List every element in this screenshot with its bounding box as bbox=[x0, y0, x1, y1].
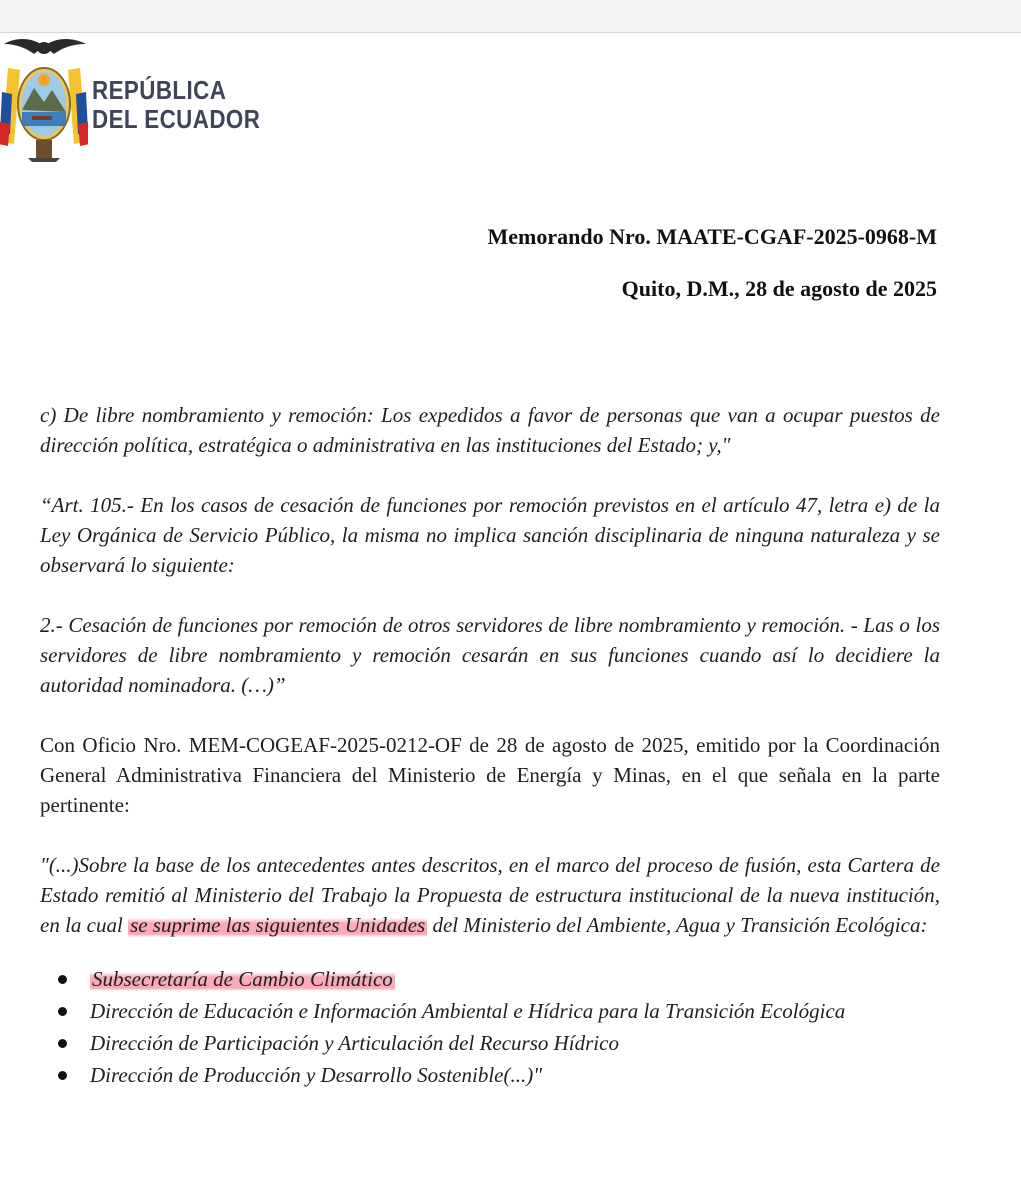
highlighted-unit: Subsecretaría de Cambio Climático bbox=[92, 967, 393, 991]
brand-line-1: REPÚBLICA bbox=[92, 75, 227, 105]
list-item bbox=[40, 1028, 940, 1058]
unit-label: Dirección de Producción y Desarrollo Sostenible(...)" bbox=[90, 1063, 543, 1087]
bullet-icon bbox=[58, 1007, 67, 1016]
suppressed-units-list bbox=[40, 964, 940, 1090]
paragraph-oficio: Con Oficio Nro. MEM-COGEAF-2025-0212-OF de 28 de agosto de 2025, emitido por la Coordinación General Administrativa Financiera del Ministerio de Energía y Minas, en el que señala en la parte pertinente: bbox=[40, 733, 940, 817]
republic-brand bbox=[92, 76, 260, 134]
letterhead bbox=[0, 32, 300, 162]
quote-text-before: "(...)Sobre la base de los antecedentes antes descritos, en el marco del proceso de fusión, esta Cartera de Estado remitió al Ministerio del Trabajo la Propuesta de estructura institucional de la nueva institución, en la cual bbox=[40, 853, 940, 937]
quote-text-after: del Ministerio del Ambiente, Agua y Transición Ecológica: bbox=[427, 913, 928, 937]
memo-reference: Memorando Nro. MAATE-CGAF-2025-0968-M bbox=[487, 224, 937, 249]
bullet-icon bbox=[58, 1071, 67, 1080]
bullet-icon bbox=[58, 975, 67, 984]
viewer-top-bar bbox=[0, 0, 1021, 33]
bullet-icon bbox=[58, 1039, 67, 1048]
paragraph-quote-fusion bbox=[40, 850, 940, 940]
list-item bbox=[40, 964, 940, 994]
memo-body bbox=[40, 400, 940, 1092]
ecuador-coat-of-arms-icon bbox=[0, 32, 88, 162]
paragraph-art-105: “Art. 105.- En los casos de cesación de funciones por remoción previstos en el artículo 47, letra e) de la Ley Orgánica de Servicio Público, la misma no implica sanción disciplinaria de ninguna naturaleza y se observará lo siguiente: bbox=[40, 493, 940, 577]
paragraph-libre-nombramiento: c) De libre nombramiento y remoción: Los expedidos a favor de personas que van a ocupar puestos de dirección política, estratégica o administrativa en las instituciones del Estado; y," bbox=[40, 403, 940, 457]
highlighted-text: se suprime las siguientes Unidades bbox=[130, 913, 426, 937]
unit-label: Dirección de Educación e Información Ambiental e Hídrica para la Transición Ecológica bbox=[90, 999, 846, 1023]
list-item bbox=[40, 996, 940, 1026]
memo-place-date: Quito, D.M., 28 de agosto de 2025 bbox=[621, 276, 937, 301]
paragraph-cesacion-funciones: 2.- Cesación de funciones por remoción de otros servidores de libre nombramiento y remoción. - Las o los servidores de libre nombramiento y remoción cesarán en sus funciones cuando así lo decidiere la autoridad nominadora. (…)” bbox=[40, 613, 940, 697]
brand-line-2: DEL ECUADOR bbox=[92, 104, 261, 134]
unit-label: Dirección de Participación y Articulación del Recurso Hídrico bbox=[90, 1031, 619, 1055]
list-item bbox=[40, 1060, 940, 1090]
